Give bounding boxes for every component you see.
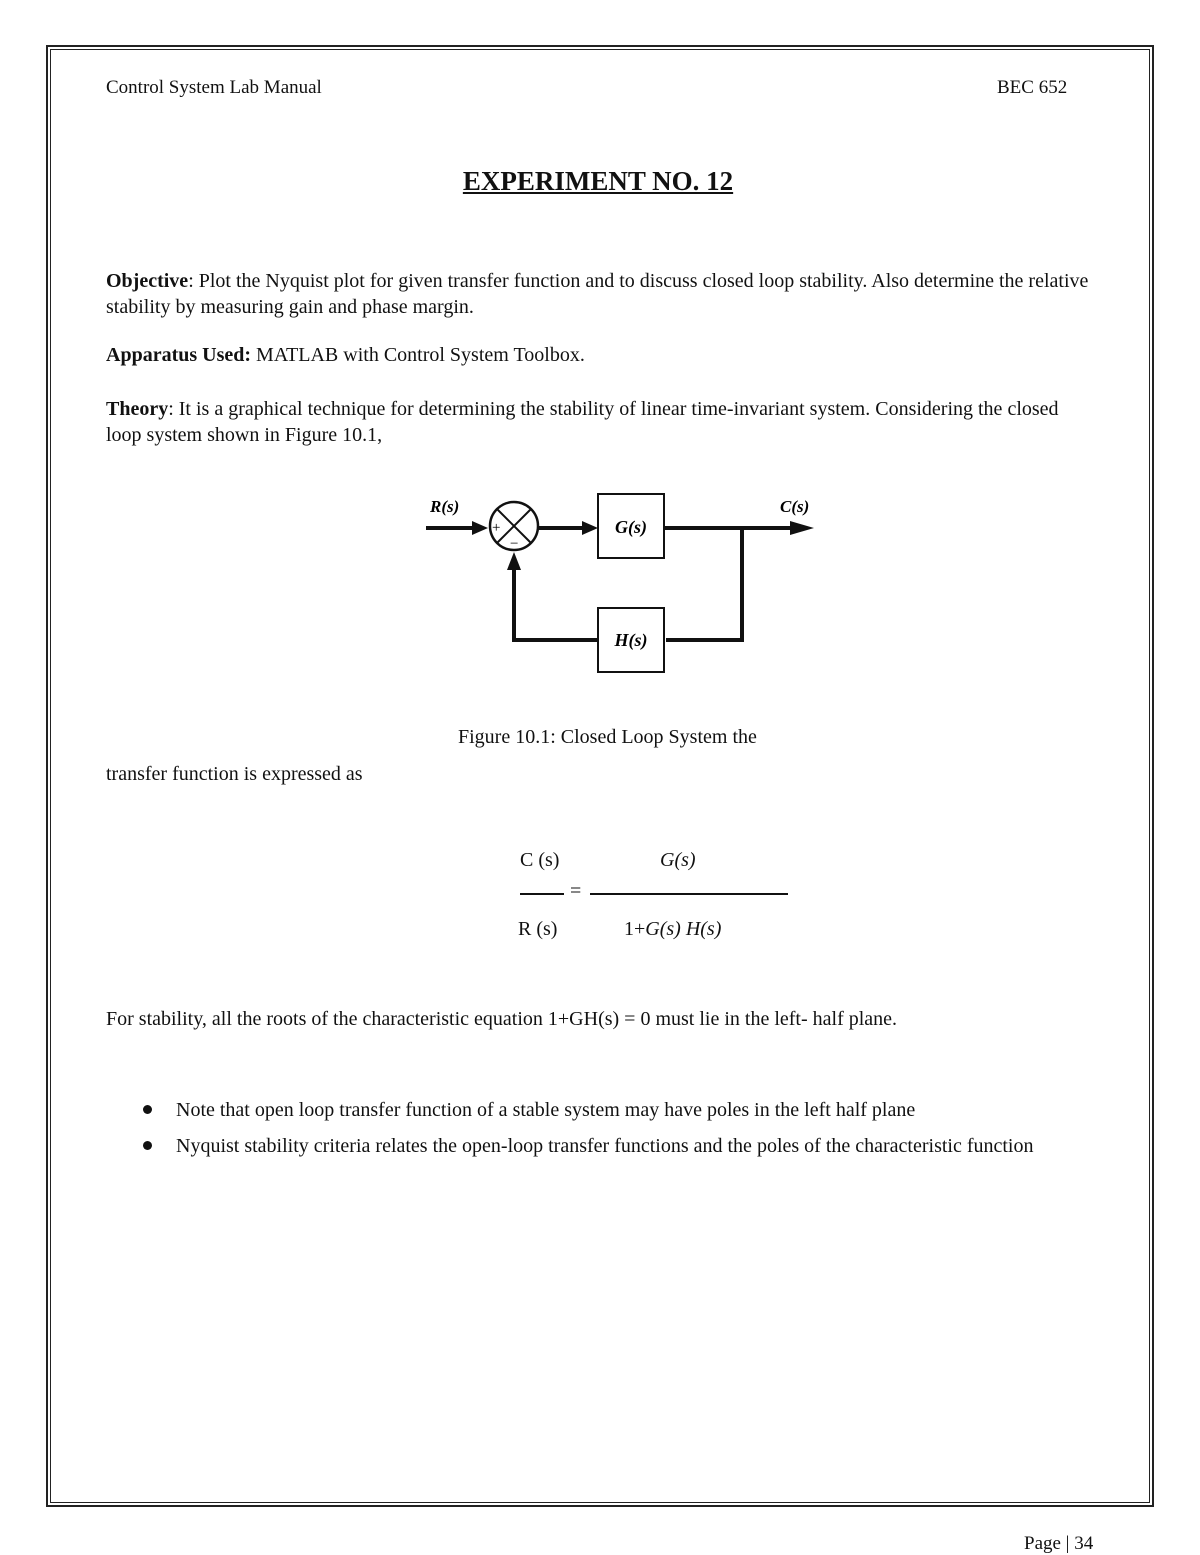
block-diagram (420, 486, 830, 676)
stability-statement: For stability, all the roots of the characteristic equation 1+GH(s) = 0 must lie in the left- half plane. (106, 1008, 898, 1030)
forward-arrowhead (582, 521, 598, 535)
theory-label: Theory (106, 398, 169, 420)
feedback-line-right (666, 528, 742, 640)
forward-block-label: G(s) (615, 517, 647, 537)
theory-paragraph (106, 396, 1096, 448)
list-item-text: Nyquist stability criteria relates the open-loop transfer functions and the poles of the characteristic function (176, 1135, 1034, 1157)
feedback-arrowhead (507, 552, 521, 570)
input-arrowhead (472, 521, 488, 535)
list-item-text: Note that open loop transfer function of a stable system may have poles in the left half plane (176, 1099, 916, 1121)
figure-caption: Figure 10.1: Closed Loop System the (458, 726, 757, 748)
list-item (106, 1092, 1096, 1128)
eq-rhs-den-italic: G(s) H(s) (645, 918, 722, 940)
feedback-line-left (514, 568, 598, 640)
eq-equals: = (570, 880, 582, 902)
apparatus-paragraph (106, 342, 1096, 368)
minus-sign: − (510, 536, 519, 552)
objective-text: : Plot the Nyquist plot for given transfer function and to discuss closed loop stability. Also determine the relative stability by measuring gain and phase margin. (106, 270, 1089, 318)
eq-rhs-den-prefix: 1+ (624, 918, 646, 940)
header-left: Control System Lab Manual (106, 77, 322, 98)
transfer-intro: transfer function is expressed as (106, 763, 363, 785)
eq-rhs-denominator (624, 918, 721, 941)
objective-label: Objective (106, 270, 189, 292)
apparatus-text: MATLAB with Control System Toolbox. (251, 344, 585, 366)
eq-rhs-fraction-bar (590, 893, 788, 895)
header-right: BEC 652 (997, 77, 1068, 98)
notes-list (106, 1092, 1096, 1164)
output-label: C(s) (780, 497, 810, 516)
plus-sign: + (492, 520, 501, 536)
eq-rhs-numerator: G(s) (660, 849, 696, 871)
eq-lhs-denominator: R (s) (518, 918, 558, 940)
page-title: EXPERIMENT NO. 12 (462, 166, 734, 196)
input-label: R(s) (430, 497, 460, 516)
output-arrowhead (790, 521, 814, 535)
eq-lhs-numerator: C (s) (520, 849, 560, 871)
eq-lhs-fraction-bar (520, 893, 564, 895)
page-number: Page | 34 (1024, 1533, 1094, 1554)
theory-text: : It is a graphical technique for determining the stability of linear time-invariant system. Considering the closed loop system shown in Figure 10.1, (106, 398, 1059, 446)
apparatus-label: Apparatus Used: (106, 344, 252, 366)
list-item (106, 1128, 1096, 1164)
objective-paragraph (106, 268, 1096, 320)
feedback-block-label: H(s) (614, 630, 648, 650)
